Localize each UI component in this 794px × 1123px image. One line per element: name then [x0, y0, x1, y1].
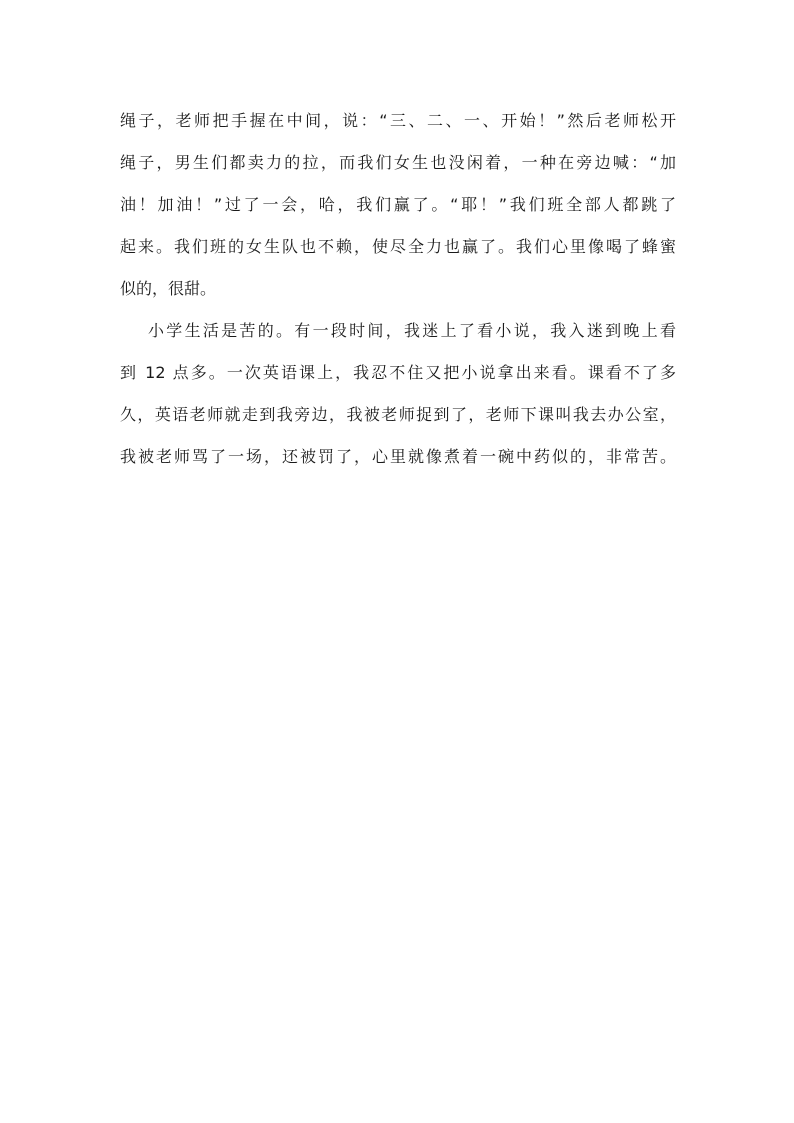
text-line: 油！加油！”过了一会，哈，我们赢了。“耶！”我们班全部人都跳了	[120, 195, 676, 214]
text-line: 久，英语老师就走到我旁边，我被老师捉到了，老师下课叫我去办公室，	[120, 405, 676, 424]
text-line: 绳子，老师把手握在中间，说：“三、二、一、开始！”然后老师松开	[120, 111, 676, 130]
text-line: 绳子，男生们都卖力的拉，而我们女生也没闲着，一种在旁边喊：“加	[120, 153, 676, 172]
text-line: 到 12 点多。一次英语课上，我忍不住又把小说拿出来看。课看不了多	[120, 363, 676, 382]
text-line: 似的，很甜。	[120, 279, 217, 298]
paragraph-first-line: 小学生活是苦的。有一段时间，我迷上了看小说，我入迷到晚上看	[148, 321, 676, 340]
text-line: 起来。我们班的女生队也不赖，使尽全力也赢了。我们心里像喝了蜂蜜	[120, 237, 676, 256]
text-line: 我被老师骂了一场，还被罚了，心里就像煮着一碗中药似的，非常苦。	[120, 447, 676, 466]
body-text	[120, 100, 676, 478]
